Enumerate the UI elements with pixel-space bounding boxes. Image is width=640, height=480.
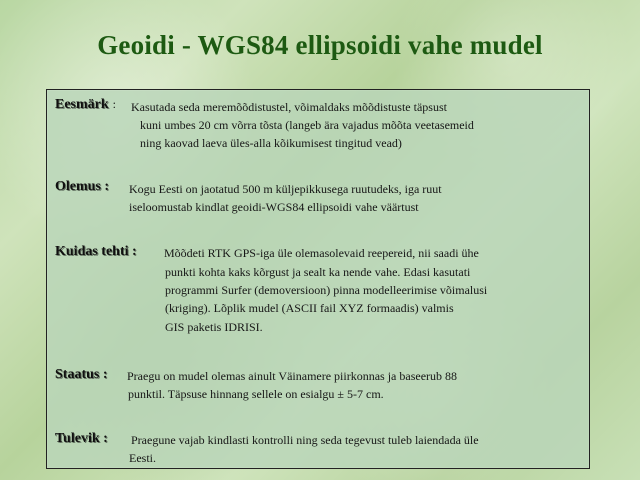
section-essence-line-1: Kogu Eesti on jaotatud 500 m küljepikkusega ruutudeks, iga ruut <box>129 182 442 196</box>
section-goal-heading-text: Eesmärk <box>55 97 109 112</box>
section-how-line-5: GIS paketis IDRISI. <box>165 320 263 334</box>
section-essence-heading: Olemus : <box>55 179 110 194</box>
section-how-line-4: (kriging). Lõplik mudel (ASCII fail XYZ formaadis) valmis <box>165 301 454 315</box>
section-status-line-1: Praegu on mudel olemas ainult Väinamere piirkonnas ja baseerub 88 <box>127 369 458 383</box>
section-future-line-1: Praegune vajab kindlasti kontrolli ning seda tegevust tuleb laiendada üle <box>131 433 479 447</box>
section-status-heading: Staatus : <box>55 367 108 382</box>
section-goal-line-2: kuni umbes 20 cm võrra tõsta (langeb ära vajadus mõõta veetasemeid <box>140 118 474 132</box>
section-status-line-2: punktil. Täpsuse hinnang sellele on esialgu ± 5-7 cm. <box>128 387 384 401</box>
section-goal-heading <box>55 98 116 112</box>
section-essence-line-2: iseloomustab kindlat geoidi-WGS84 ellipsoidi vahe väärtust <box>129 200 419 214</box>
section-goal-line-1: Kasutada seda meremõõdistustel, võimaldaks mõõdistuste täpsust <box>131 100 447 114</box>
section-goal-heading-suffix: : <box>112 97 117 111</box>
section-goal-line-3: ning kaovad laeva üles-alla kõikumisest tingitud vead) <box>140 136 402 150</box>
section-how-line-2: punkti kohta kaks kõrgust ja sealt ka nende vahe. Edasi kasutati <box>165 265 471 279</box>
section-future-line-2: Eesti. <box>129 451 156 465</box>
section-how-line-3: programmi Surfer (demoversioon) pinna modelleerimise võimalusi <box>165 283 488 297</box>
slide-title: Geoidi - WGS84 ellipsoidi vahe mudel <box>97 30 543 60</box>
section-how-line-1: Mõõdeti RTK GPS-iga üle olemasolevaid reepereid, nii saadi ühe <box>164 246 479 260</box>
section-how-heading: Kuidas tehti : <box>55 244 137 259</box>
section-future-heading: Tulevik : <box>55 431 108 446</box>
content-panel <box>46 89 590 469</box>
